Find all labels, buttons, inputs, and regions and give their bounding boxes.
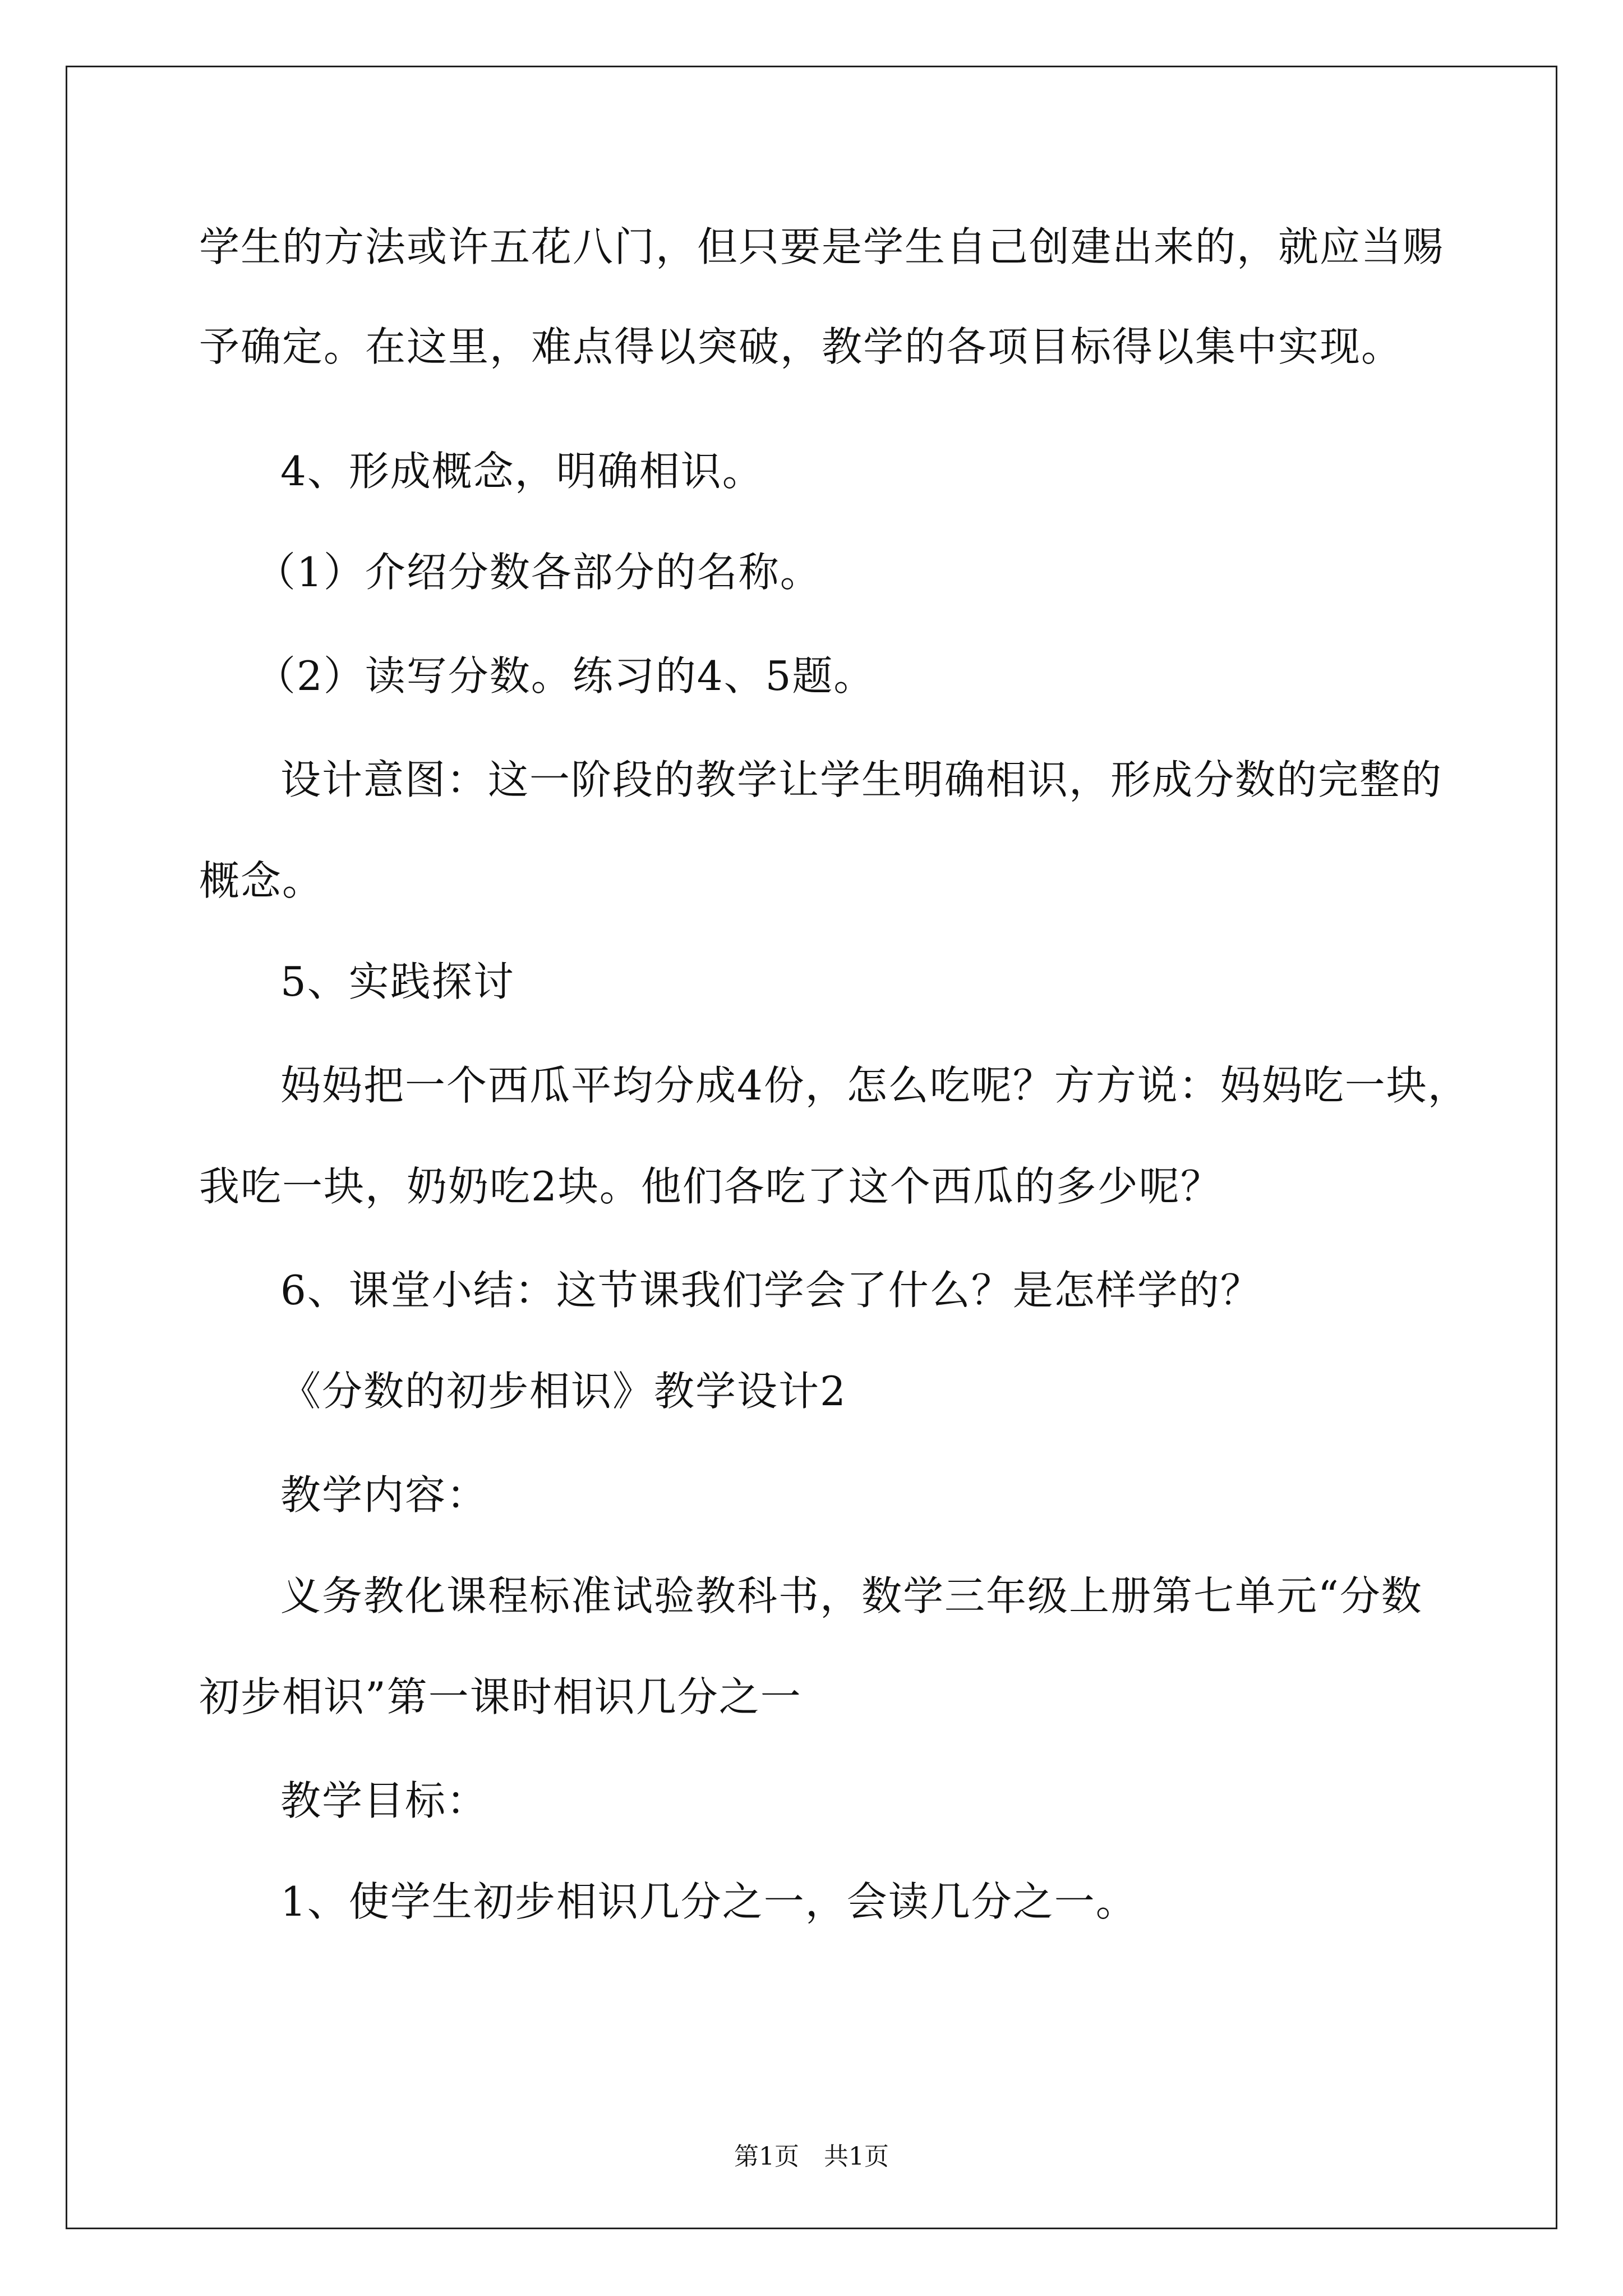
section-heading: 6、课堂小结：这节课我们学会了什么？是怎样学的？	[280, 1267, 1262, 1314]
list-item: （1）介绍分数各部分的名称。	[255, 549, 822, 596]
list-item: （2）读写分数。练习的4、5题。	[255, 652, 875, 700]
section-heading: 教学目标：	[280, 1777, 488, 1824]
paragraph-line: 我吃一块，奶奶吃2块。他们各吃了这个西瓜的多少呢？	[199, 1163, 1222, 1210]
section-heading: 5、实践探讨	[280, 958, 515, 1005]
paragraph-line: 概念。	[199, 857, 324, 904]
section-heading: 教学内容：	[280, 1471, 488, 1519]
list-item: 1、使学生初步相识几分之一，会读几分之一。	[280, 1878, 1137, 1925]
document-title: 《分数的初步相识》教学设计2	[280, 1368, 847, 1415]
section-heading: 4、形成概念，明确相识。	[280, 448, 764, 495]
paragraph-line: 予确定。在这里，难点得以突破，教学的各项目标得以集中实现。	[199, 323, 1403, 370]
page-footer: 第1页 共1页	[734, 2142, 889, 2171]
paragraph-line: 设计意图：这一阶段的教学让学生明确相识，形成分数的完整的	[280, 756, 1443, 803]
paragraph-line: 义务教化课程标准试验教科书，数学三年级上册第七单元“分数	[280, 1572, 1423, 1619]
paragraph-line: 初步相识”第一课时相识几分之一	[199, 1673, 802, 1720]
paragraph-line: 学生的方法或许五花八门，但只要是学生自己创建出来的，就应当赐	[199, 223, 1445, 270]
paragraph-line: 妈妈把一个西瓜平均分成4份，怎么吃呢？方方说：妈妈吃一块，	[280, 1062, 1469, 1109]
